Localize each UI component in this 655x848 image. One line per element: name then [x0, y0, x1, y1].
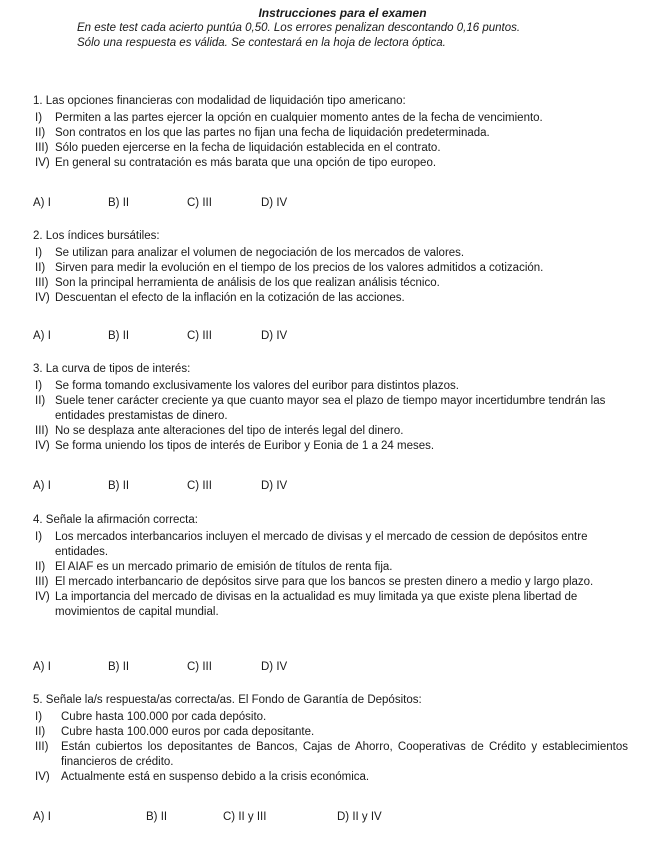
option-text: No se desplaza ante alteraciones del tipo de interés legal del dinero.: [55, 425, 404, 437]
option-number: III): [35, 142, 49, 154]
option-1: [33, 530, 628, 560]
option-2: [33, 261, 628, 276]
option-1: [33, 710, 628, 725]
answer-d[interactable]: D) IV: [261, 197, 288, 209]
option-4: [33, 590, 628, 620]
option-text: Se forma uniendo los tipos de interés de Euribor y Eonia de 1 a 24 meses.: [55, 440, 435, 452]
question-2: [33, 229, 628, 306]
question-5: [33, 693, 628, 785]
option-number: I): [35, 380, 43, 392]
option-4: [33, 439, 628, 454]
answer-d[interactable]: D) IV: [261, 330, 288, 342]
option-number: III): [35, 277, 49, 289]
answer-b[interactable]: B) II: [108, 330, 130, 342]
option-text: Los mercados interbancarios incluyen el mercado de divisas y el mercado de cession de depósitos entre entidades.: [55, 531, 588, 558]
answer-c[interactable]: C) III: [187, 480, 212, 492]
option-number: II): [35, 726, 46, 738]
answer-choices-5: [33, 810, 628, 825]
option-number: III): [35, 576, 49, 588]
question-3: [33, 362, 628, 454]
option-number: IV): [35, 157, 50, 169]
answer-c[interactable]: C) III: [187, 330, 212, 342]
option-text: Se utilizan para analizar el volumen de negociación de los mercados de valores.: [55, 247, 465, 259]
option-2: [33, 560, 628, 575]
option-text: La importancia del mercado de divisas en la actualidad es muy limitada ya que existe plena libertad de movimientos de capital mundial.: [55, 591, 578, 618]
option-text: Son la principal herramienta de análisis de los que realizan análisis técnico.: [55, 277, 440, 289]
option-number: I): [35, 531, 43, 543]
option-4: [33, 770, 628, 785]
option-text: Permiten a las partes ejercer la opción en cualquier momento antes de la fecha de vencimiento.: [55, 112, 543, 124]
option-number: II): [35, 395, 46, 407]
option-text: Suele tener carácter creciente ya que cuanto mayor sea el plazo de tiempo mayor incertidumbre tendrán las entidades prestamistas de dinero.: [55, 395, 606, 422]
question-4: [33, 513, 628, 620]
answer-b[interactable]: B) II: [108, 480, 130, 492]
option-1: [33, 111, 628, 126]
question-1: [33, 94, 628, 171]
answer-choices-3: [33, 479, 628, 494]
instructions-line-2: Sólo una respuesta es válida. Se contestará en la hoja de lectora óptica.: [77, 37, 446, 49]
option-text: Cubre hasta 100.000 euros por cada depositante.: [61, 726, 315, 738]
instructions-title: Instrucciones para el examen: [258, 6, 427, 20]
option-3: [33, 424, 628, 439]
answer-a[interactable]: A) I: [33, 197, 51, 209]
answer-c[interactable]: C) II y III: [223, 811, 267, 823]
option-number: IV): [35, 591, 50, 603]
answer-d[interactable]: D) II y IV: [337, 811, 382, 823]
option-number: III): [35, 741, 49, 753]
option-number: IV): [35, 292, 50, 304]
option-1: [33, 379, 628, 394]
answer-choices-4: [33, 660, 628, 675]
option-3: [33, 740, 628, 770]
option-text: Están cubiertos los depositantes de Bancos, Cajas de Ahorro, Cooperativas de Crédito y establecimientos financieros de crédito.: [61, 741, 628, 768]
option-text: El mercado interbancario de depósitos sirve para que los bancos se presten dinero a medio y largo plazo.: [55, 576, 594, 588]
option-text: Son contratos en los que las partes no fijan una fecha de liquidación predeterminada.: [55, 127, 490, 139]
option-text: Sirven para medir la evolución en el tiempo de los precios de los valores admitidos a cotización.: [55, 262, 544, 274]
option-number: III): [35, 425, 49, 437]
option-text: Actualmente está en suspenso debido a la crisis económica.: [61, 771, 370, 783]
option-number: IV): [35, 440, 50, 452]
option-4: [33, 291, 628, 306]
answer-choices-1: [33, 196, 628, 211]
option-text: Descuentan el efecto de la inflación en la cotización de las acciones.: [55, 292, 405, 304]
option-3: [33, 141, 628, 156]
option-4: [33, 156, 628, 171]
option-3: [33, 575, 628, 590]
answer-d[interactable]: D) IV: [261, 661, 288, 673]
answer-d[interactable]: D) IV: [261, 480, 288, 492]
question-text: 1. Las opciones financieras con modalidad de liquidación tipo americano:: [33, 95, 406, 107]
option-number: I): [35, 112, 43, 124]
option-3: [33, 276, 628, 291]
option-text: En general su contratación es más barata que una opción de tipo europeo.: [55, 157, 437, 169]
option-number: I): [35, 247, 43, 259]
option-text: Cubre hasta 100.000 por cada depósito.: [61, 711, 267, 723]
question-text: 3. La curva de tipos de interés:: [33, 363, 191, 375]
option-text: El AIAF es un mercado primario de emisión de títulos de renta fija.: [55, 561, 393, 573]
option-1: [33, 246, 628, 261]
answer-b[interactable]: B) II: [146, 811, 168, 823]
answer-b[interactable]: B) II: [108, 197, 130, 209]
option-number: II): [35, 127, 46, 139]
question-text: 2. Los índices bursátiles:: [33, 230, 160, 242]
exam-instructions: [0, 6, 655, 51]
option-2: [33, 394, 628, 424]
option-text: Se forma tomando exclusivamente los valores del euribor para distintos plazos.: [55, 380, 459, 392]
option-number: II): [35, 262, 46, 274]
question-text: 5. Señale la/s respuesta/as correcta/as. El Fondo de Garantía de Depósitos:: [33, 694, 422, 706]
option-number: II): [35, 561, 46, 573]
answer-b[interactable]: B) II: [108, 661, 130, 673]
option-text: Sólo pueden ejercerse en la fecha de liquidación establecida en el contrato.: [55, 142, 441, 154]
option-number: I): [35, 711, 43, 723]
option-2: [33, 725, 628, 740]
question-text: 4. Señale la afirmación correcta:: [33, 514, 198, 526]
instructions-line-1: En este test cada acierto puntúa 0,50. Los errores penalizan descontando 0,16 puntos.: [77, 22, 521, 34]
answer-a[interactable]: A) I: [33, 330, 51, 342]
answer-a[interactable]: A) I: [33, 661, 51, 673]
option-number: IV): [35, 771, 50, 783]
answer-a[interactable]: A) I: [33, 811, 51, 823]
answer-c[interactable]: C) III: [187, 661, 212, 673]
answer-a[interactable]: A) I: [33, 480, 51, 492]
answer-c[interactable]: C) III: [187, 197, 212, 209]
answer-choices-2: [33, 329, 628, 344]
option-2: [33, 126, 628, 141]
